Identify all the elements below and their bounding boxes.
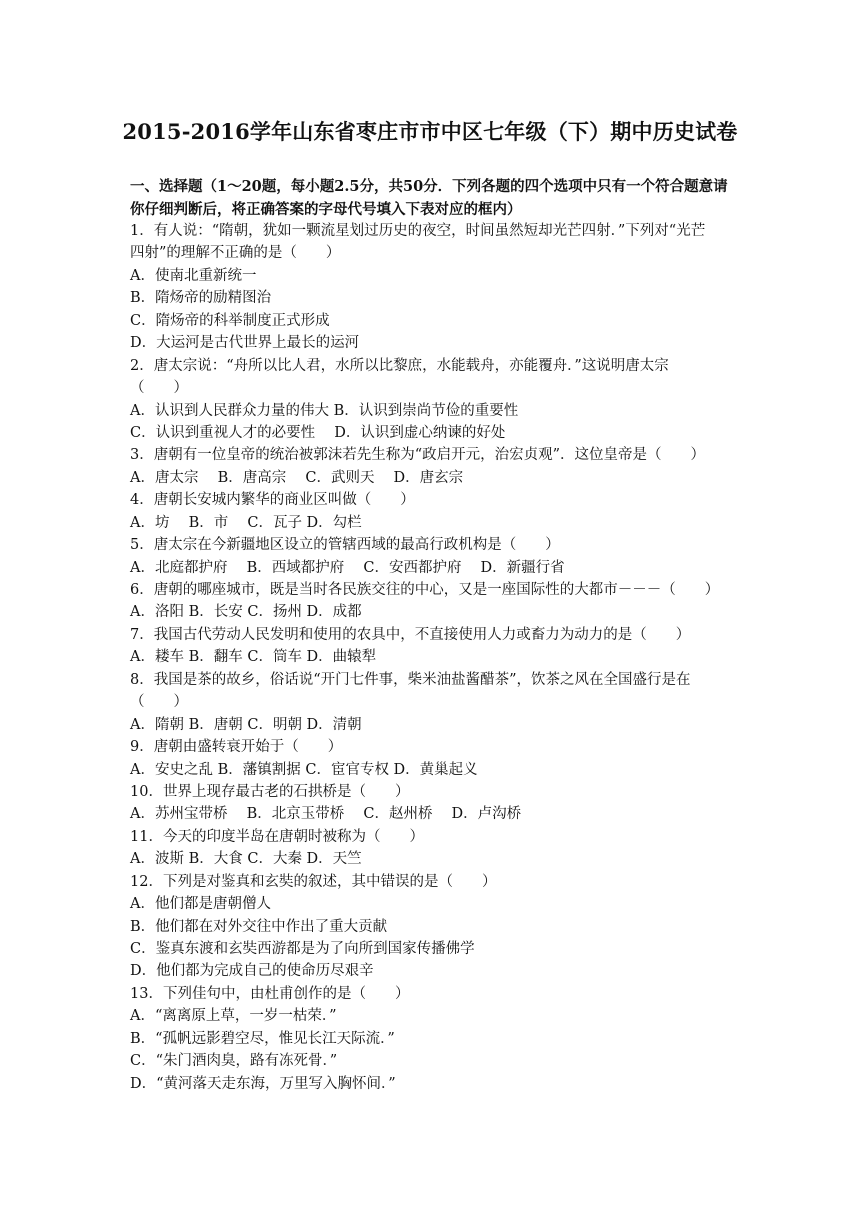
text-line: 12．下列是对鉴真和玄奘的叙述，其中错误的是（ ） [130,873,497,890]
text-line: B．他们都在对外交往中作出了重大贡献 [130,918,388,935]
section-heading: 一、选择题（1～20题，每小题2.5分，共50分．下列各题的四个选项中只有一个符合题意请你仔细判断后，将正确答案的字母代号填入下表对应的框内） [130,178,728,218]
text-line: 7．我国古代劳动人民发明和使用的农具中，不直接使用人力或畜力为动力的是（ ） [130,626,691,643]
text-line: A．唐太宗 B．唐高宗 C．武则天 D．唐玄宗 [130,469,464,486]
text-line: A．安史之乱 B．藩镇割据 C．宦官专权 D．黄巢起义 [130,761,478,778]
text-line: B．“孤帆远影碧空尽，惟见长江天际流．” [130,1030,395,1047]
text-line: C．隋炀帝的科举制度正式形成 [130,312,330,329]
question-list [130,220,745,1095]
text-line: 2．唐太宗说：“舟所以比人君，水所以比黎庶，水能载舟，亦能覆舟．”这说明唐太宗 [130,357,669,374]
text-line: A．苏州宝带桥 B．北京玉带桥 C．赵州桥 D．卢沟桥 [130,806,522,823]
text-line: 四射”的理解不正确的是（ ） [130,245,341,262]
exam-title: 2015-2016学年山东省枣庄市市中区七年级（下）期中历史试卷 [122,119,738,144]
text-line: A．耧车 B．翻车 C．筒车 D．曲辕犁 [130,649,377,666]
text-line: 5．唐太宗在今新疆地区设立的管辖西域的最高行政机构是（ ） [130,537,560,554]
text-line: 13．下列佳句中，由杜甫创作的是（ ） [130,985,410,1002]
text-line: 9．唐朝由盛转衰开始于（ ） [130,739,343,756]
text-line: D．“黄河落天走东海，万里写入胸怀间．” [130,1075,396,1092]
text-line: （ ） [130,694,188,711]
text-line: 10．世界上现存最古老的石拱桥是（ ） [130,783,410,800]
text-line: A．隋朝 B．唐朝 C．明朝 D．清朝 [130,716,362,733]
text-line: 4．唐朝长安城内繁华的商业区叫做（ ） [130,492,415,509]
text-line: A．北庭都护府 B．西域都护府 C．安西都护府 D．新疆行省 [130,559,565,576]
text-line: A．他们都是唐朝僧人 [130,896,271,913]
text-line: 3．唐朝有一位皇帝的统治被郭沫若先生称为“政启开元，治宏贞观”．这位皇帝是（ ） [130,447,706,464]
text-line: 6．唐朝的哪座城市，既是当时各民族交往的中心，又是一座国际性的大都市－－－（ ） [130,582,720,598]
text-line: 1．有人说：“隋朝，犹如一颗流星划过历史的夜空，时间虽然短却光芒四射．”下列对“光芒 [130,223,706,239]
text-line: A．坊 B．市 C．瓦子 D．勾栏 [130,514,362,531]
text-line: A．使南北重新统一 [130,267,257,284]
text-line: C．“朱门酒肉臭，路有冻死骨．” [130,1053,338,1070]
text-line: A．“离离原上草，一岁一枯荣．” [130,1008,337,1025]
text-line: （ ） [130,380,188,397]
text-line: 8．我国是茶的故乡，俗话说“开门七件事，柴米油盐酱醋茶”，饮茶之风在全国盛行是在 [130,671,691,688]
text-line: D．他们都为完成自己的使命历尽艰辛 [130,963,374,980]
text-line: D．大运河是古代世界上最长的运河 [130,335,360,352]
text-line: A．认识到人民群众力量的伟大 B．认识到崇尚节俭的重要性 [130,402,519,419]
text-line: 11．今天的印度半岛在唐朝时被称为（ ） [130,828,424,845]
text-line: C．认识到重视人才的必要性 D．认识到虚心纳谏的好处 [130,424,506,441]
text-line: C．鉴真东渡和玄奘西游都是为了向所到国家传播佛学 [130,941,475,957]
text-line: A．洛阳 B．长安 C．扬州 D．成都 [130,604,362,621]
text-line: B．隋炀帝的励精图治 [130,290,272,307]
text-line: A．波斯 B．大食 C．大秦 D．天竺 [130,851,362,868]
